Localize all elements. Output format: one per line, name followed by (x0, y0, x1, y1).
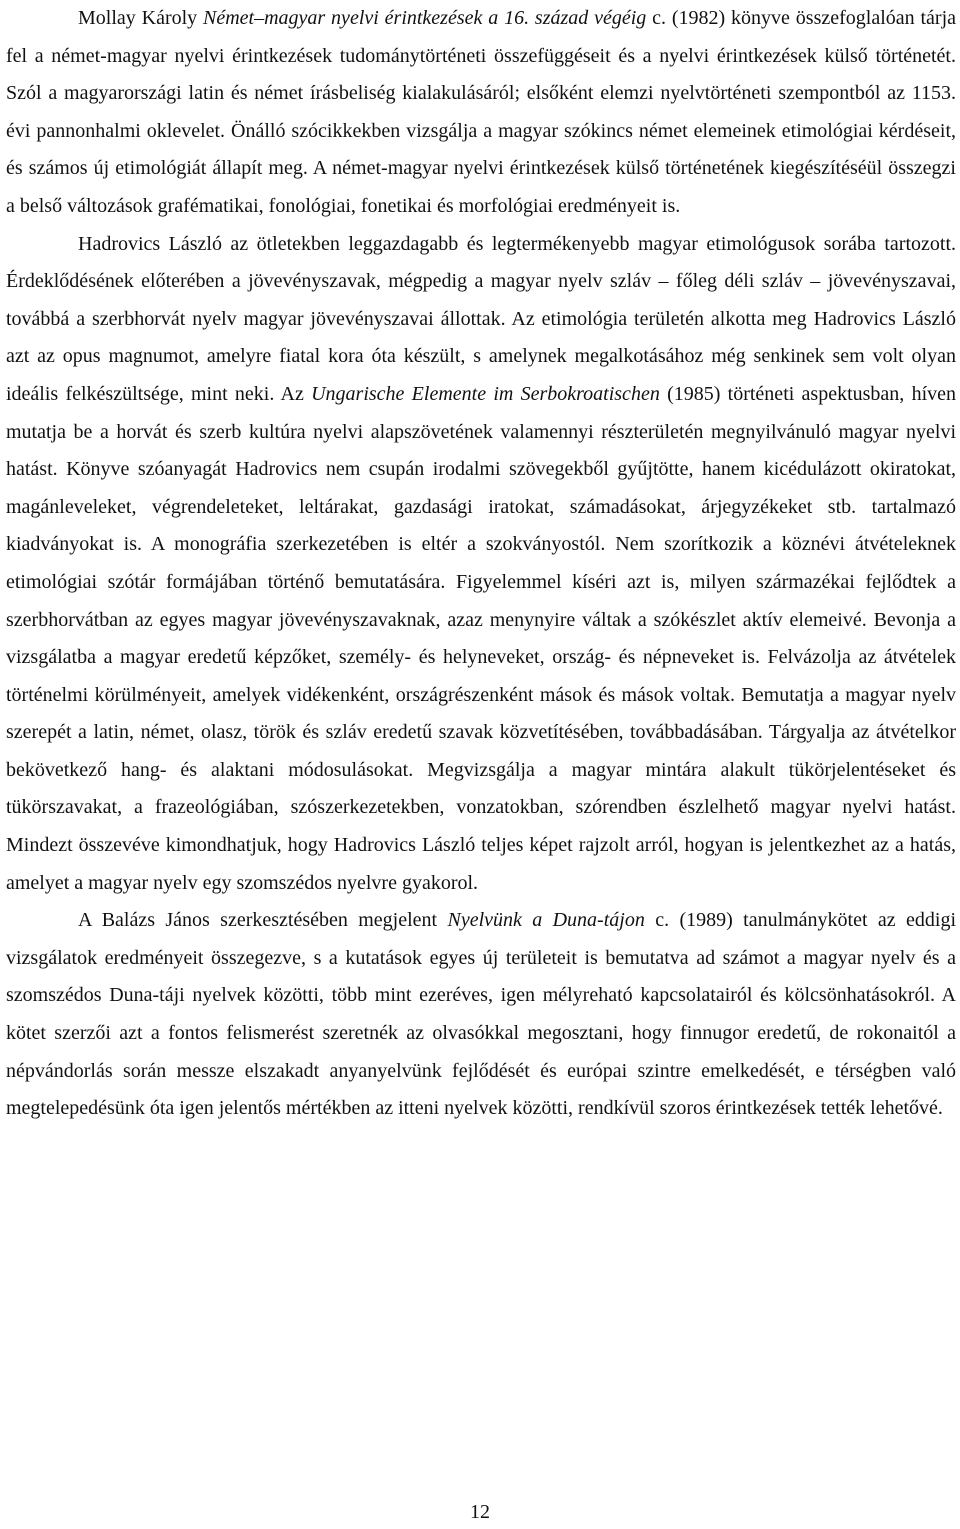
paragraph-text: (1985) történeti aspektusban, híven mutatja be a horvát és szerb kultúra nyelvi alapszövetének valamennyi részterületén megnyilvánuló magyar nyelvi hatást. Könyve szóanyagát Hadrovics nem csupán irodalmi szövegekből gyűjtötte, hanem kicédulázott okiratokat, magánleveleket, végrendeleteket, leltárakat, gazdasági iratokat, számadásokat, árjegyzékeket stb. tartalmazó kiadványokat is. A monográfia szerkezetében is eltér a szokványostól. Nem szorítkozik a köznévi átvételeknek etimológiai szótár formájában történő bemutatására. Figyelemmel kíséri azt is, milyen származékai fejlődtek a szerbhorvátban az egyes magyar jövevényszavaknak, azaz menynyire váltak a szókészlet aktív elemeivé. Bevonja a vizsgálatba a magyar eredetű képzőket, személy- és helyneveket, ország- és népneveket is. Felvázolja az átvételek történelmi körülményeit, amelyek vidékenként, országrészenként mások és mások voltak. Bemutatja a magyar nyelv szerepét a latin, német, olasz, török és szláv eredetű szavak közvetítésében, továbbadásában. Tárgyalja az átvételkor bekövetkező hang- és alaktani módosulásokat. Megvizsgálja a magyar mintára alakult tükörjelentéseket és tükörszavakat, a frazeológiában, szószerkezetekben, vonzatokban, szórendben észlelhető magyar nyelvi hatást. Mindezt összevéve kimondhatjuk, hogy Hadrovics László teljes képet rajzolt arról, hogyan is jelentkezhet az a hatás, amelyet a magyar nyelv egy szomszédos nyelvre gyakorol. (6, 382, 957, 894)
paragraph-text: A Balázs János szerkesztésében megjelent (78, 909, 448, 932)
document-page (6, 0, 956, 1128)
author-name: Mollay Károly (78, 7, 204, 29)
page-number: 12 (470, 1501, 490, 1523)
paragraph-mollay (6, 0, 956, 226)
paragraph-text: Hadrovics László az ötletekben leggazdagabb és legtermékenyebb magyar etimológusok sorába tartozott. Érdeklődésének előterében a jövevényszavak, mégpedig a magyar nyelv szláv – főleg déli szláv – jövevényszavai, továbbá a szerbhorvát nyelv magyar jövevényszavai állottak. Az etimológia területén alkotta meg Hadrovics László azt az opus magnumot, amelyre fiatal kora óta készült, s amelynek megalkotásához még senkinek sem volt olyan ideális felkészültsége, mint neki. Az (6, 232, 956, 405)
book-title: Nyelvünk a Duna-tájon (447, 909, 645, 932)
paragraph-balazs (6, 902, 956, 1128)
book-title: Német–magyar nyelvi érintkezések a 16. század végéig (203, 7, 647, 29)
paragraph-text: c. (1982) könyve összefoglalóan tárja fel a német-magyar nyelvi érintkezések tudománytörténeti összefüggéseit és a nyelvi érintkezések külső történetét. Szól a magyarországi latin és német írásbeliség kialakulásáról; elsőként elemzi nyelvtörténeti szempontból az 1153. évi pannonhalmi oklevelet. Önálló szócikkekben vizsgálja a magyar szókincs német elemeinek etimológiai kérdéseit, és számos új etimológiát állapít meg. A német-magyar nyelvi érintkezések külső történetének kiegészítéséül összegzi a belső változások grafématikai, fonológiai, fonetikai és morfológiai eredményeit is. (6, 7, 957, 217)
paragraph-text: c. (1989) tanulmánykötet az eddigi vizsgálatok eredményeit összegezve, s a kutatások egyes új területeit is bemutatva ad számot a magyar nyelv és a szomszédos Duna-táji nyelvek közötti, több mint ezeréves, igen mélyreható kapcsolatairól és kölcsönhatásokról. A kötet szerzői azt a fontos felismerést szeretnék az olvasókkal megosztani, hogy finnugor eredetű, de rokonaitól a népvándorlás során messze elszakadt anyanyelvünk fejlődését és európai szintre emelkedését, e térségben való megtelepedésünk óta igen jelentős mértékben az itteni nyelvek közötti, rendkívül szoros érintkezések tették lehetővé. (6, 909, 957, 1120)
book-title: Ungarische Elemente im Serbokroatischen (311, 382, 660, 405)
paragraph-hadrovics (6, 226, 956, 903)
